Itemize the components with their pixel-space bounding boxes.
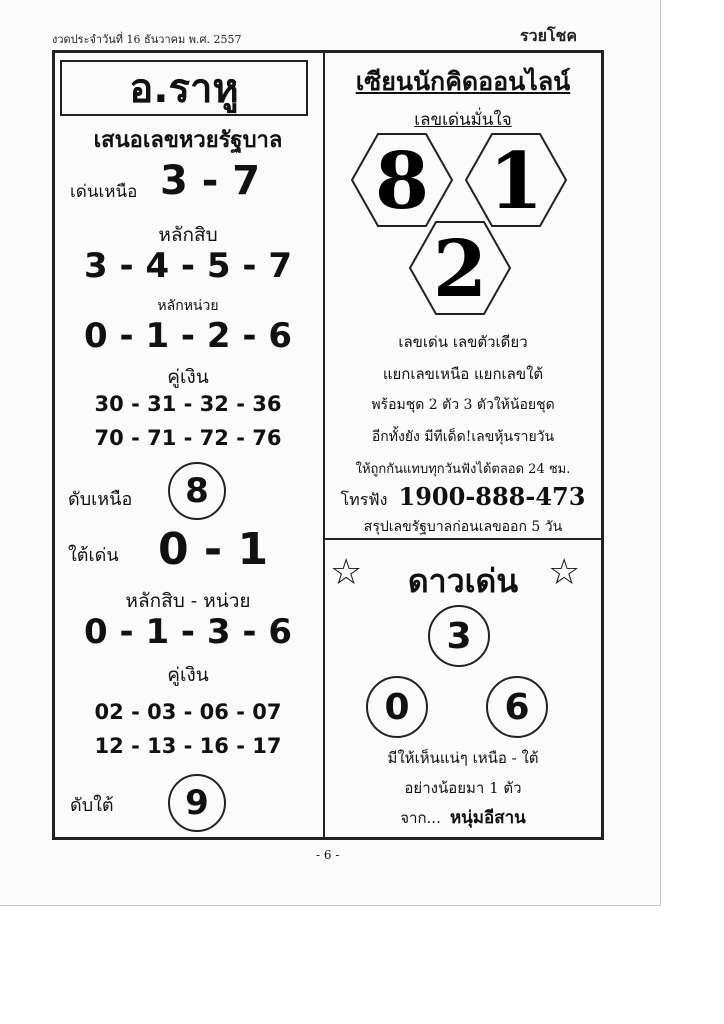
right-subtitle: เลขเด่นมั่นใจ: [414, 110, 512, 130]
left-subtitle: เสนอเลขหวยรัฐบาล: [93, 127, 283, 153]
top-value: 3 - 7: [160, 158, 261, 204]
tens-label: หลักสิบ: [158, 224, 218, 246]
star-right-icon: ☆: [548, 552, 581, 593]
pairs2-label: คู่เงิน: [167, 664, 209, 686]
column-divider: [323, 53, 325, 837]
cut-top-circle: 8: [168, 462, 226, 520]
tens-units-label: หลักสิบ - หน่วย: [125, 590, 251, 612]
star-title: ดาวเด่น: [407, 562, 519, 600]
top-label: เด่นเหนือ: [70, 182, 138, 202]
hex-number-2: 1: [488, 136, 544, 227]
left-title: อ.ราหู: [60, 60, 308, 116]
promo-line-2: แยกเลขเหนือ แยกเลขใต้: [382, 365, 544, 383]
star-number-top: 3: [428, 605, 490, 667]
closing-line-2: อย่างน้อยมา 1 ตัว: [404, 779, 522, 797]
closing-name: หนุ่มอีสาน: [449, 808, 526, 828]
bottom-label: ใต้เด่น: [68, 545, 119, 566]
bottom-value: 0 - 1: [158, 524, 269, 575]
pairs2-row1: 02 - 03 - 06 - 07: [94, 700, 282, 724]
promo-line-4: อีกทั้งยัง มีทีเด็ด!เลขหุ้นรายวัน: [371, 429, 555, 445]
hexagon-numbers: [340, 128, 580, 320]
magazine-name: รวยโชค: [520, 26, 578, 45]
closing-line-1: มีให้เห็นแน่ๆ เหนือ - ใต้: [387, 749, 539, 767]
section-divider: [325, 538, 601, 540]
issue-date: งวดประจำวันที่ 16 ธันวาคม พ.ศ. 2557: [52, 33, 242, 46]
pairs-row2: 70 - 71 - 72 - 76: [94, 426, 282, 450]
phone-label: โทรฟัง: [340, 490, 388, 509]
page-number: - 6 -: [316, 848, 340, 862]
promo-line-1: เลขเด่น เลขตัวเดียว: [398, 333, 528, 351]
tens-units-value: 0 - 1 - 3 - 6: [84, 612, 292, 652]
star-number-right: 6: [486, 676, 548, 738]
pairs2-row2: 12 - 13 - 16 - 17: [94, 734, 282, 758]
phone-number: 1900-888-473: [398, 482, 586, 511]
pairs-label: คู่เงิน: [167, 366, 209, 388]
cut-top-label: ดับเหนือ: [68, 489, 133, 510]
closing-prefix: จาก...: [400, 809, 441, 827]
cut-bottom-circle: 9: [168, 774, 226, 832]
hex-number-3: 2: [432, 224, 488, 315]
units-value: 0 - 1 - 2 - 6: [84, 316, 292, 356]
pairs-row1: 30 - 31 - 32 - 36: [94, 392, 282, 416]
phone-line: [326, 482, 600, 513]
tens-value: 3 - 4 - 5 - 7: [84, 246, 292, 286]
closing-line-3: [326, 804, 600, 831]
promo-line-5: ให้ถูกกันแทบทุกวันฟังได้ตลอด 24 ชม.: [355, 462, 571, 477]
summary-line: สรุปเลขรัฐบาลก่อนเลขออก 5 วัน: [363, 519, 563, 535]
hex-number-1: 8: [374, 136, 430, 227]
units-label: หลักหน่วย: [157, 298, 219, 314]
star-number-left: 0: [366, 676, 428, 738]
right-title: เซียนนักคิดออนไลน์: [355, 67, 571, 96]
promo-line-3: พร้อมชุด 2 ตัว 3 ตัวให้น้อยชุด: [371, 397, 555, 413]
cut-bottom-label: ดับใต้: [70, 795, 114, 816]
star-left-icon: ☆: [330, 552, 363, 593]
